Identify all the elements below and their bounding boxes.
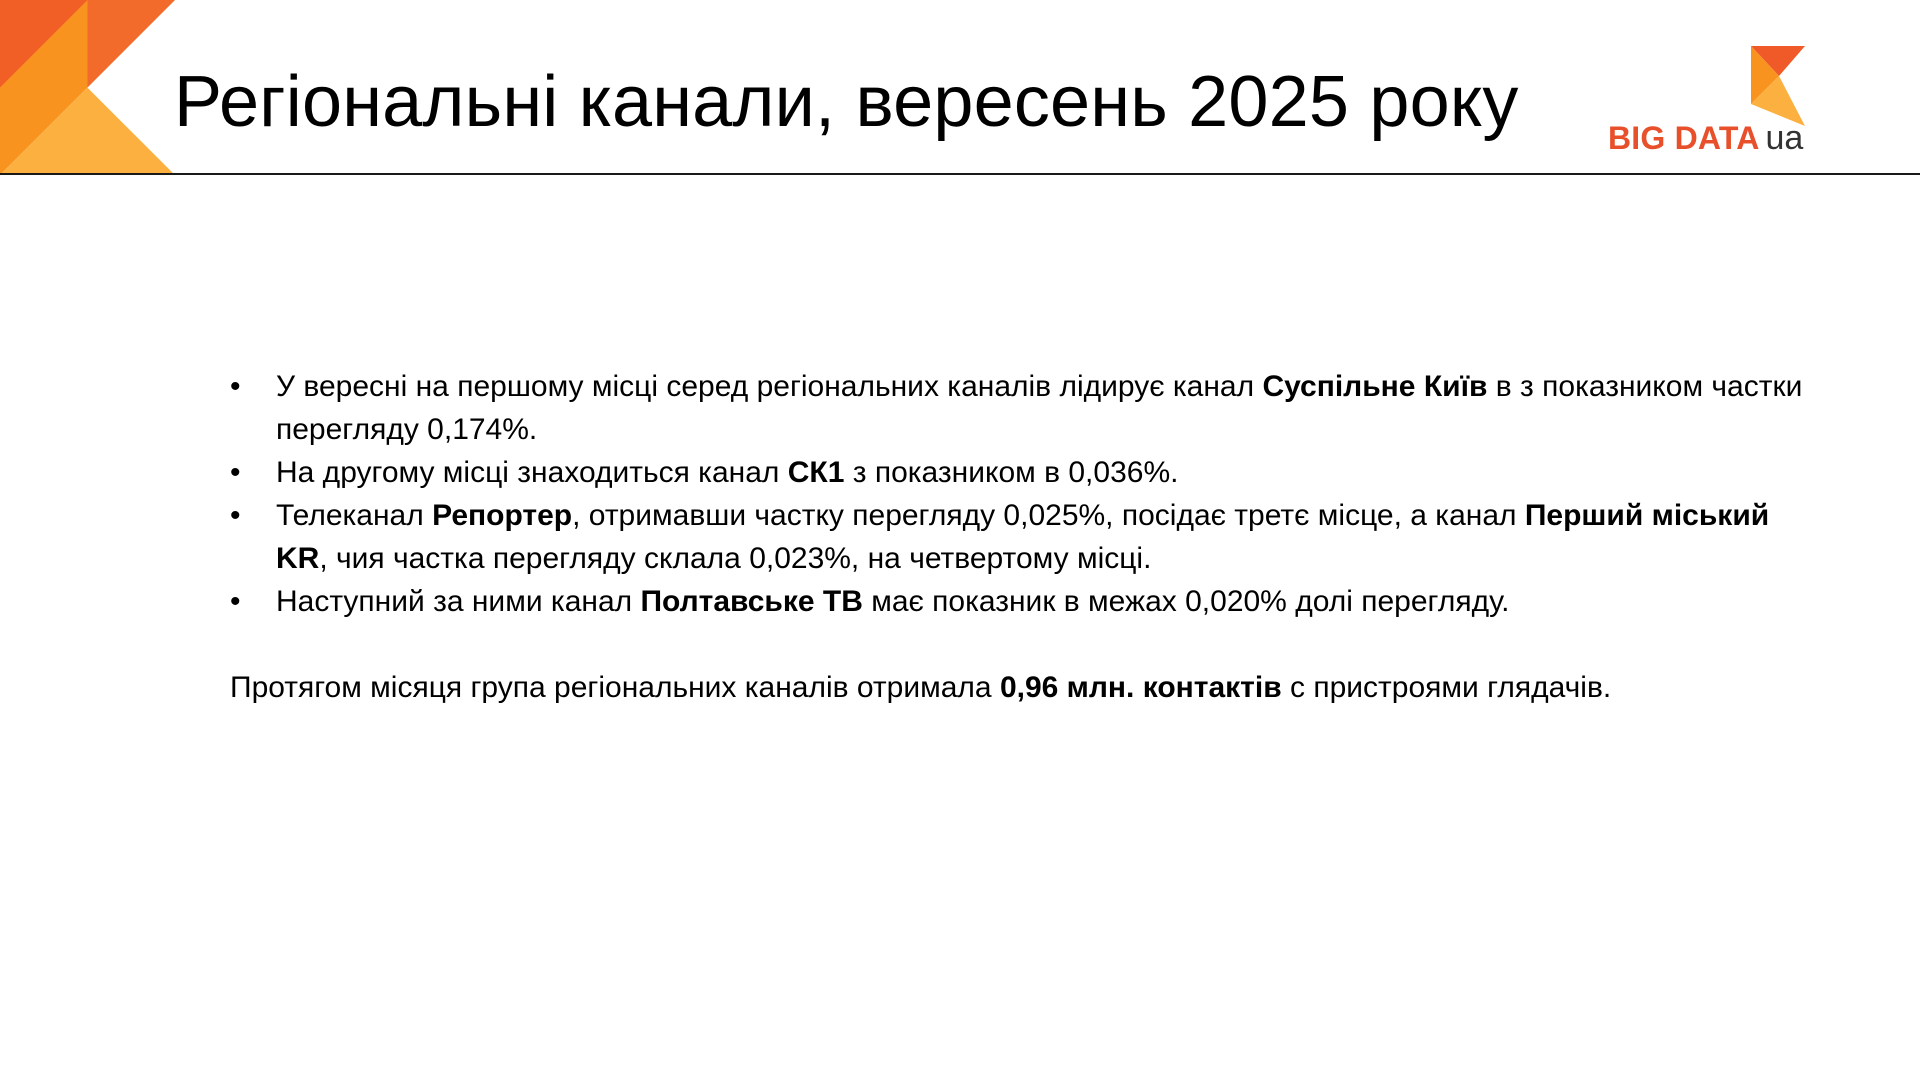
logo-main-text: BIG DATA (1608, 120, 1760, 156)
bullet-text: з показником в 0,036%. (844, 456, 1179, 489)
bullet-text: має показник в межах 0,020% долі перегляду. (862, 585, 1510, 618)
bullet-text: На другому місці знаходиться канал (276, 456, 788, 489)
bullet-text: , чия частка перегляду склала 0,023%, на четвертому місці. (319, 542, 1152, 575)
summary-highlight: 0,96 млн. контактів (999, 671, 1282, 704)
bullet-text: , отримавши частку перегляду 0,025%, посідає третє місце, а канал (572, 499, 1525, 532)
channel-name: Суспільне Київ (1262, 370, 1488, 403)
channel-name: Перший міський KR (276, 499, 1770, 575)
bullet-dot-icon: • (230, 499, 241, 532)
summary-text: Протягом місяця група регіональних каналів отримала (230, 671, 1000, 704)
big-data-logo (1600, 46, 1830, 158)
bullet-dot-icon: • (230, 585, 241, 618)
bullet-item (230, 365, 1810, 451)
slide-content (230, 365, 1810, 709)
logo-suffix-text: ua (1765, 119, 1804, 157)
logo-mark-icon (1749, 46, 1807, 128)
summary-paragraph (230, 666, 1810, 709)
channel-name: Полтавське ТВ (640, 585, 863, 618)
summary-text: с пристроями глядачів. (1281, 671, 1612, 704)
bullet-text: в з показником частки перегляду 0,174%. (276, 370, 1803, 446)
header-divider (0, 173, 1920, 175)
bullet-item (230, 494, 1810, 580)
bullet-list (230, 365, 1810, 623)
bullet-text: У вересні на першому місці серед регіональних каналів лідирує канал (276, 370, 1263, 403)
bullet-dot-icon: • (230, 370, 241, 403)
bullet-dot-icon: • (230, 456, 241, 489)
bullet-item (230, 580, 1810, 623)
channel-name: Репортер (432, 499, 573, 532)
bullet-text: Наступний за ними канал (276, 585, 641, 618)
slide-title: Регіональні канали, вересень 2025 року (174, 62, 1519, 142)
channel-name: СК1 (787, 456, 845, 489)
bullet-item (230, 451, 1810, 494)
corner-decoration (0, 0, 175, 175)
bullet-text: Телеканал (276, 499, 433, 532)
